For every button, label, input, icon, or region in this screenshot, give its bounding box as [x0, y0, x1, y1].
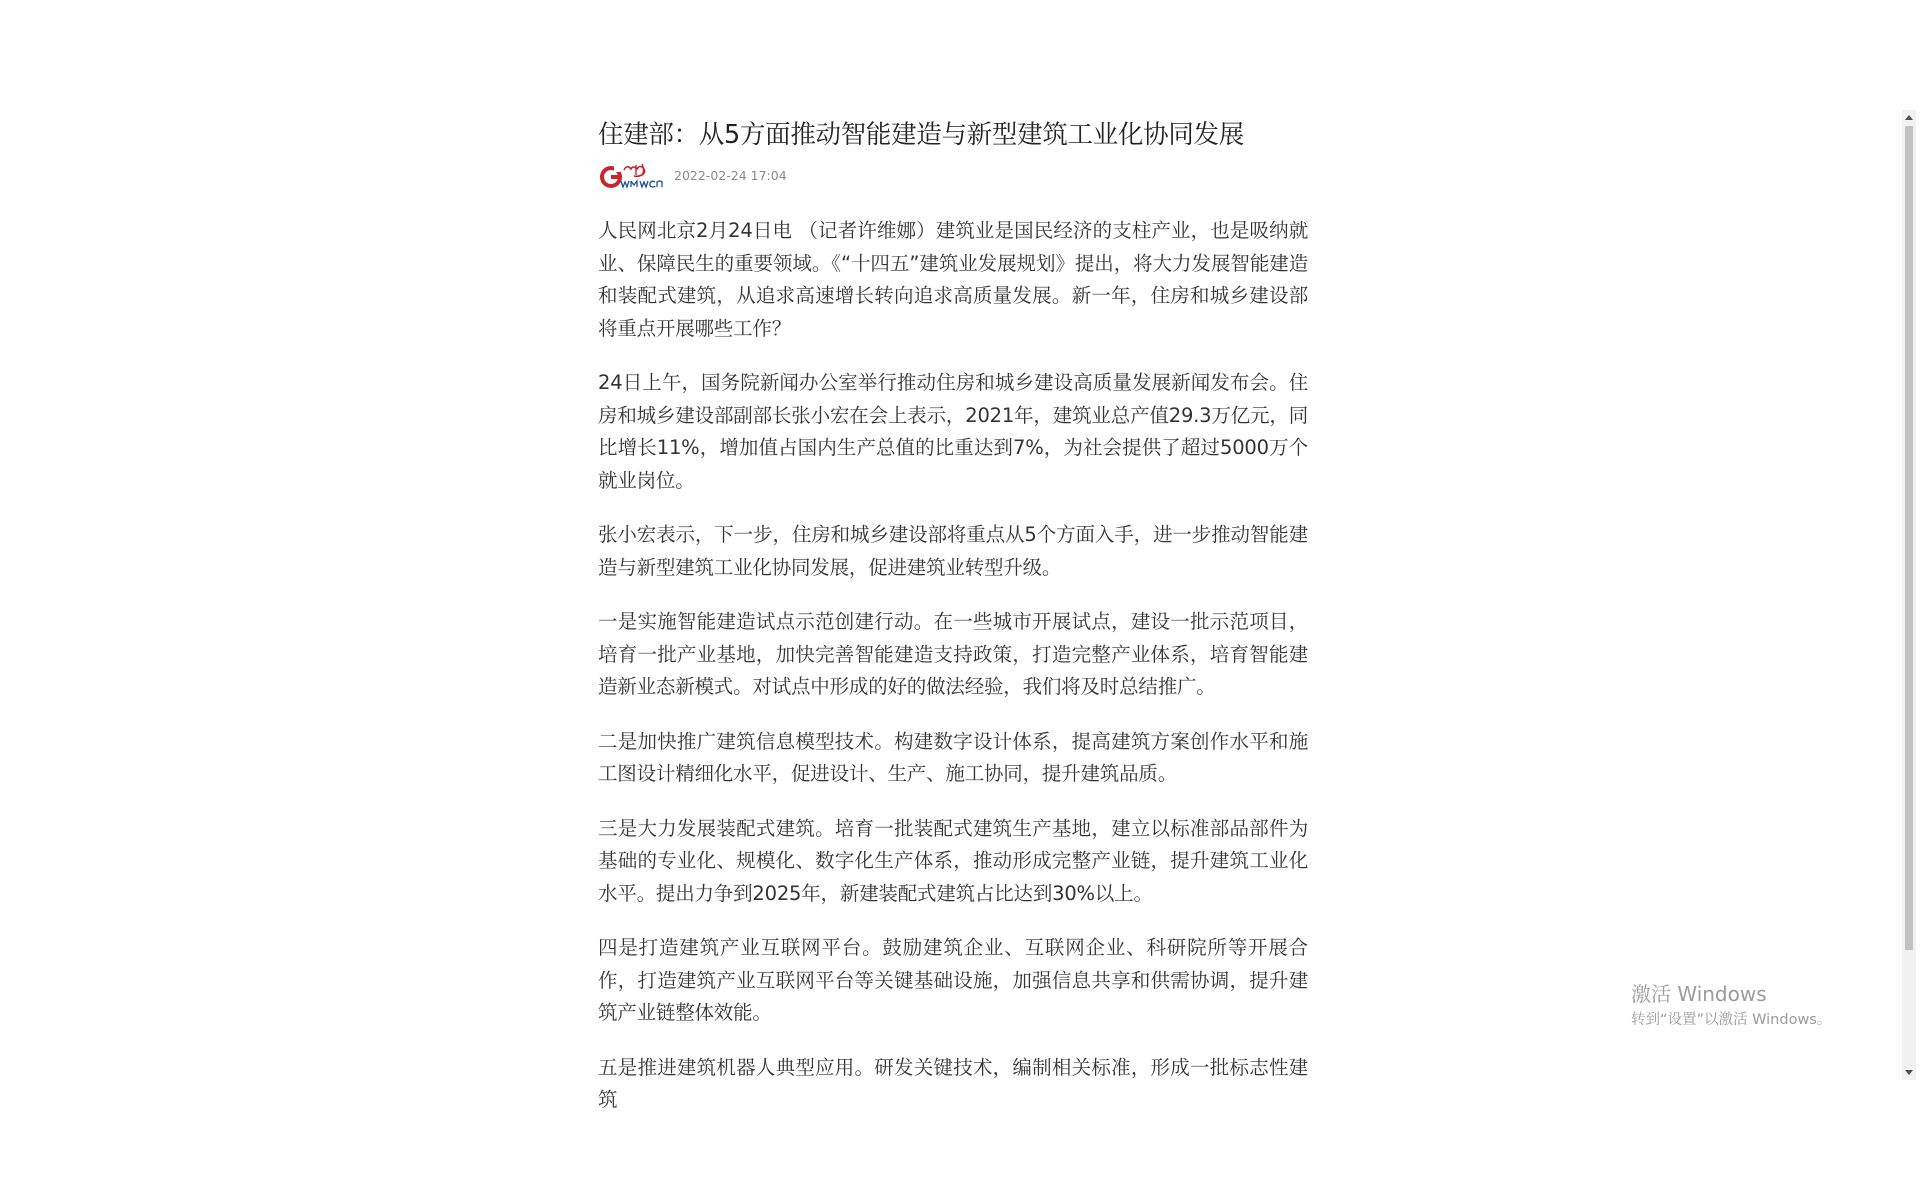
article-content — [598, 118, 1308, 1111]
article-meta — [598, 158, 1308, 192]
article-paragraph: 三是大力发展装配式建筑。培育一批装配式建筑生产基地，建立以标准部品部件为基础的专业化、规模化、数字化生产体系，推动形成完整产业链，提升建筑工业化水平。提出力争到2025年，新建装配式建筑占比达到30%以上。 — [598, 816, 1308, 905]
article-paragraph: 四是打造建筑产业互联网平台。鼓励建筑企业、互联网企业、科研院所等开展合作，打造建筑产业互联网平台等关键基础设施，加强信息共享和供需协调，提升建筑产业链整体效能。 — [598, 936, 1308, 1024]
watermark-subtitle: 转到“设置”以激活 Windows。 — [1631, 1012, 1832, 1028]
article-paragraph: 五是推进建筑机器人典型应用。研发关键技术，编制相关标准，形成一批标志性建筑 — [598, 1055, 1308, 1111]
article-paragraph: 24日上午，国务院新闻办公室举行推动住房和城乡建设高质量发展新闻发布会。住房和城乡建设部副部长张小宏在会上表示，2021年，建筑业总产值29.3万亿元，同比增长11%，增加值占国内生产总值的比重达到7%，为社会提供了超过5000万个就业岗位。 — [598, 371, 1308, 492]
scrollbar-thumb[interactable] — [1905, 126, 1913, 950]
gmw-logo-icon[interactable] — [598, 160, 664, 190]
windows-activation-watermark — [1631, 980, 1831, 1030]
scroll-down-arrow-icon[interactable] — [1902, 1066, 1916, 1080]
watermark-title: 激活 Windows — [1631, 982, 1767, 1006]
article-body — [598, 215, 1308, 1117]
article-paragraph: 二是加快推广建筑信息模型技术。构建数字设计体系，提高建筑方案创作水平和施工图设计精细化水平，促进设计、生产、施工协同，提升建筑品质。 — [598, 729, 1308, 785]
vertical-scrollbar[interactable] — [1902, 110, 1916, 1080]
article-title: 住建部：从5方面推动智能建造与新型建筑工业化协同发展 — [598, 120, 1244, 150]
article-paragraph: 张小宏表示，下一步，住房和城乡建设部将重点从5个方面入手，进一步推动智能建造与新型建筑工业化协同发展，促进建筑业转型升级。 — [598, 523, 1308, 579]
publish-time: 2022-02-24 17:04 — [674, 167, 787, 183]
scroll-up-arrow-icon[interactable] — [1902, 110, 1916, 124]
article-paragraph: 人民网北京2月24日电 （记者许维娜）建筑业是国民经济的支柱产业，也是吸纳就业、保障民生的重要领域。《“十四五”建筑业发展规划》提出，将大力发展智能建造和装配式建筑，从追求高速增长转向追求高质量发展。新一年，住房和城乡建设部将重点开展哪些工作？ — [598, 219, 1308, 340]
article-paragraph: 一是实施智能建造试点示范创建行动。在一些城市开展试点，建设一批示范项目，培育一批产业基地，加快完善智能建造支持政策，打造完整产业体系，培育智能建造新业态新模式。对试点中形成的好的做法经验，我们将及时总结推广。 — [598, 610, 1308, 698]
